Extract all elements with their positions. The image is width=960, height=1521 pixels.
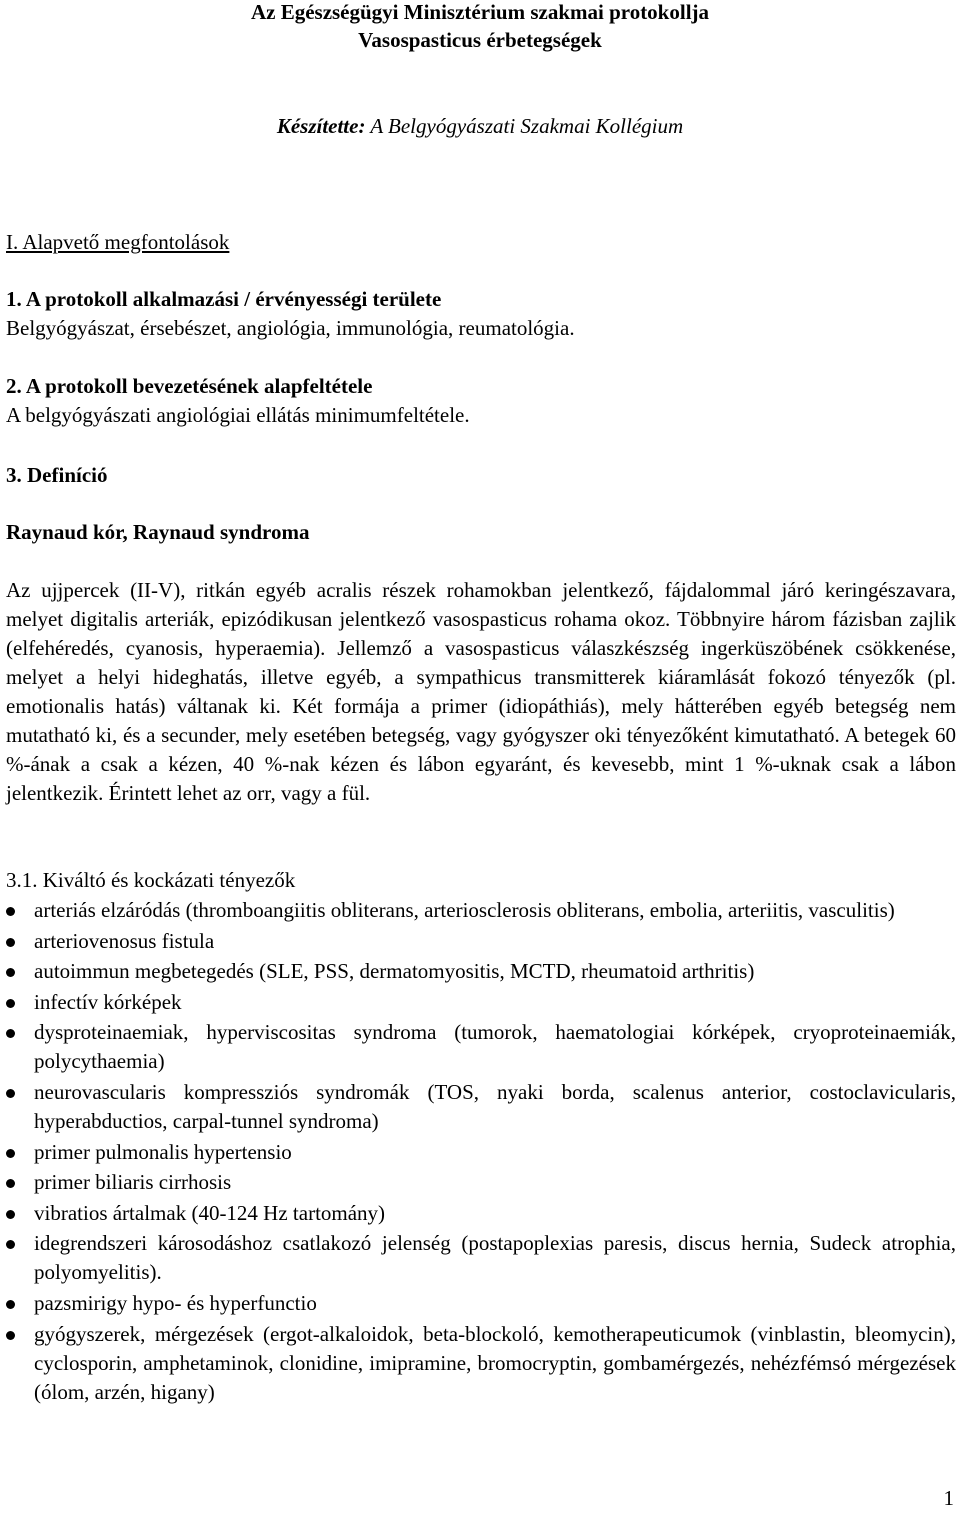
section-2-text: A belgyógyászati angiológiai ellátás minimumfeltétele. — [6, 403, 470, 427]
bullet-icon — [6, 1210, 15, 1219]
list-item-text: gyógyszerek, mérgezések (ergot-alkaloidok, beta-blockoló, kemotherapeuticumok (vinblastin, bleomycin), cyclosporin, amphetaminok, clonidine, imipramine, bromocryptin, gombamérgezés, nehézfémsó mérgezések (ólom, arzén, higany) — [34, 1321, 956, 1404]
section-title: I. Alapvető megfontolások — [6, 230, 230, 254]
document-body — [6, 0, 956, 1521]
list-item-text: idegrendszeri károsodáshoz csatlakozó jelenség (postapoplexias paresis, discus hernia, Sudeck atrophia, polyomyelitis). — [34, 1231, 956, 1285]
list-item-text: neurovascularis kompressziós syndromák (TOS, nyaki borda, scalenus anterior, costoclavicularis, hyperabductios, carpal-tunnel syndroma) — [34, 1079, 956, 1133]
section-3-subheading-text: Raynaud kór, Raynaud syndroma — [6, 520, 310, 544]
document-title: Az Egészségügyi Minisztérium szakmai protokollja — [250, 0, 710, 24]
list-item-text: primer biliaris cirrhosis — [34, 1170, 232, 1195]
list-item-text: dysproteinaemiak, hyperviscositas syndroma (tumorok, haematologiai kórképek, cryoproteinaemiák, polycythaemia) — [34, 1020, 956, 1074]
section-3-heading — [6, 461, 956, 490]
section-3-heading-text: 3. Definíció — [6, 463, 108, 487]
definition-paragraph: Az ujjpercek (II-V), ritkán egyéb acralis részek rohamokban jelentkező, fájdalommal járó keringészavara, melyet digitalis arteriák, epizódikusan jelentkező vasospasticus rohama okoz. Többnyire három fázisban zajlik (elfehéredés, cyanosis, hyperaemia). Jellemző a vasospasticus válaszkészség ingerküszöbének csökkenése, melyet a helyi hideghatás, illetve egyéb, a sympathicus transmitterek kiáramlását fokozó tényezők (pl. emotionalis hatás) váltanak ki. Két formája a primer (idiopáthiás), mely hátterében egyéb betegség nem mutatható ki, és a secunder, mely esetében betegség, vagy gyógyszer oki tényezőként kimutatható. A betegek 60 %-ának a csak a kézen, 40 %-nak kézen és lábon egyaránt, és kevesebb, mint 1 %-uknak csak a lábon jelentkezik. Érintett lehet az orr, vagy a fül. — [6, 578, 956, 805]
list-item — [6, 896, 956, 925]
section-2-heading: 2. A protokoll bevezetésének alapfeltétele — [6, 374, 373, 398]
section-2 — [6, 372, 956, 430]
list-item-text: vibratios ártalmak (40-124 Hz tartomány) — [34, 1200, 386, 1225]
section-1 — [6, 285, 956, 343]
section-1-text: Belgyógyászat, érsebészet, angiológia, immunológia, reumatológia. — [6, 316, 575, 340]
list-item-text: arteriás elzáródás (thromboangiitis obliterans, arteriosclerosis obliterans, embolia, arteriitis, vasculitis) — [34, 898, 895, 922]
page-number: 1 — [943, 1486, 954, 1510]
author-label: Készítette: — [276, 114, 366, 138]
section-3-subheading — [6, 518, 956, 547]
risk-factor-list — [6, 896, 956, 1408]
list-item — [6, 1018, 956, 1076]
list-item — [6, 1289, 956, 1318]
document-subtitle: Vasospasticus érbetegségek — [358, 28, 602, 52]
bullet-icon — [6, 968, 15, 977]
list-item-text: primer pulmonalis hypertensio — [34, 1139, 292, 1164]
section-3-1-heading: 3.1. Kiváltó és kockázati tényezők — [6, 868, 296, 892]
bullet-icon — [6, 1149, 15, 1158]
list-item — [6, 1078, 956, 1136]
list-item — [6, 988, 956, 1017]
bullet-icon — [6, 907, 15, 916]
bullet-icon — [6, 1089, 15, 1098]
list-item — [6, 957, 956, 986]
bullet-icon — [6, 1029, 15, 1038]
list-item-text: infectív kórképek — [34, 989, 182, 1014]
list-item — [6, 1320, 956, 1407]
list-item-text: arteriovenosus fistula — [34, 928, 215, 953]
list-item — [6, 1229, 956, 1287]
author-value: A Belgyógyászati Szakmai Kollégium — [365, 114, 684, 138]
bullet-icon — [6, 1240, 15, 1249]
bullet-icon — [6, 1179, 15, 1188]
bullet-icon — [6, 1300, 15, 1309]
list-item-text: pazsmirigy hypo- és hyperfunctio — [34, 1290, 317, 1315]
section-1-heading: 1. A protokoll alkalmazási / érvényességi területe — [6, 287, 442, 311]
list-item-text: autoimmun megbetegedés (SLE, PSS, dermatomyositis, MCTD, rheumatoid arthritis) — [34, 959, 755, 984]
list-item — [6, 927, 956, 956]
bullet-icon — [6, 999, 15, 1008]
bullet-icon — [6, 938, 15, 947]
list-item — [6, 1199, 956, 1228]
list-item — [6, 1168, 956, 1197]
list-item — [6, 1138, 956, 1167]
bullet-icon — [6, 1331, 15, 1340]
